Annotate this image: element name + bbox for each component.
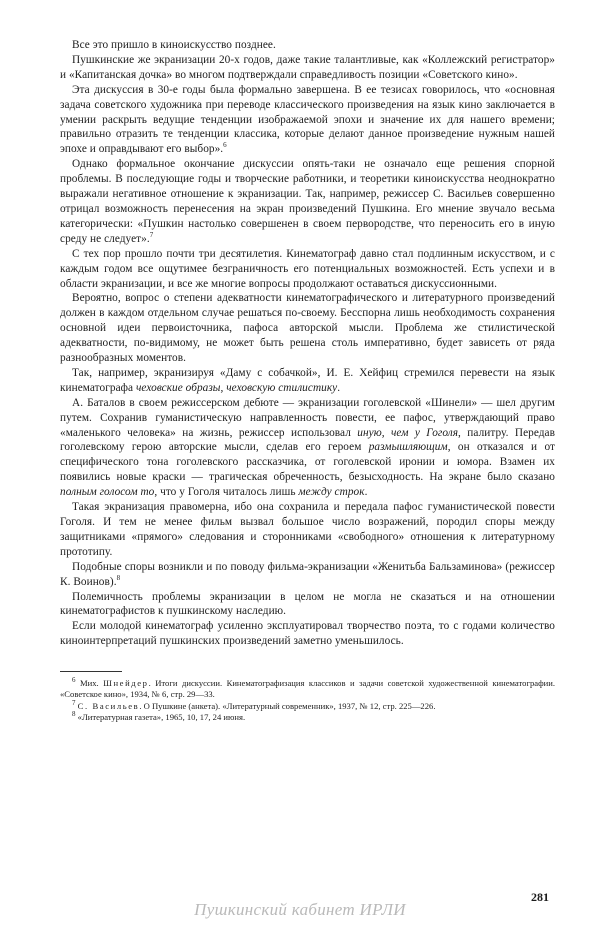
italic-text: полным голосом то — [60, 486, 155, 499]
paragraph: Пушкинские же экранизации 20-х годов, даже такие талантливые, как «Коллежский регистратор» и «Капитанская дочка» во многом подтверждали справедливость позиции «Советского кино». — [60, 53, 555, 81]
footnote: $^8$ «Литературная газета», 1965, 10, 17, 24 июня. — [72, 709, 246, 722]
paragraph: С тех пор прошло почти три десятилетия. Кинематограф давно стал подлинным искусством, и с каждым годом все ощутимее безграничность его потенциальных возможностей. Есть успехи и в области экранизации, и все же многие вопросы продолжают оставаться дискуссионными. — [60, 247, 555, 290]
main-text — [60, 38, 555, 649]
footnote-ref: 7 — [149, 231, 154, 240]
footnote: $^6$ Мих. Шнейдер. Итоги дискуссии. Кинематографизация классиков и задачи советской художественной кинематографии. «Советское кино», 1934, № 6, стр. 29—33. — [60, 676, 555, 700]
footnote-ref: 8 — [72, 709, 76, 718]
italic-text: чеховские образы, чеховскую стилистику — [135, 381, 338, 394]
paragraph: Так, например, экранизируя «Даму с собачкой», И. Е. Хейфиц стремился перевести на язык кинематографа чеховские образы, чеховскую стилистику. — [60, 366, 555, 394]
paragraph: Вероятно, вопрос о степени адекватности кинематографического и литературного произведений должен в каждом отдельном случае решаться по-своему. Бесспорна лишь необходимость сохранения основной идеи первоисточника, пафоса авторской мысли. Проблема же стилистической адекватности, по-видимому, не может быть решена столь императивно, будет зависеть от ряда разнообразных моментов. — [60, 292, 555, 365]
italic-text: размышляющим — [368, 441, 448, 454]
footnote: $^7$ С. Васильев. О Пушкине (анкета). «Литературный современник», 1937, № 12, стр. 225—226. — [72, 698, 436, 711]
paragraph: Такая экранизация правомерна, ибо она сохранила и передала пафос гуманистической повести Гоголя. И тем не менее фильм вызвал большое число возражений, породил споры между защитниками «прямого» следования и сторонниками «свободного» отношения к литературному прототипу. — [60, 501, 555, 558]
page-number: 281 — [531, 890, 549, 904]
paragraph: Полемичность проблемы экранизации в целом не могла не сказаться и на отношении кинематографистов к пушкинскому наследию. — [60, 590, 555, 618]
paragraph: Все это пришло в киноискусство позднее. — [72, 39, 276, 51]
italic-text: между строк — [298, 486, 365, 499]
page-body — [60, 38, 555, 723]
footnotes — [60, 678, 555, 723]
paragraph: Однако формальное окончание дискуссии опять-таки не означало еще решения спорной проблемы. В последующие годы и творческие работники, и теоретики киноискусства неоднократно выражали негативное отношение к экранизации. Так, например, режиссер С. Васильев совершенно отрицал возможность перенесения на экран произведений Пушкина. Его мнение звучало весьма категорически: «Пушкин настолько совершенен в своем первородстве, что переносить его в иную среду не следует».$^7$ — [60, 158, 555, 245]
paragraph: Подобные споры возникли и по поводу фильма-экранизации «Женитьба Бальзаминова» (режиссер К. Воинов).$^8$ — [60, 560, 555, 588]
footnote-separator — [60, 671, 122, 672]
footnote-ref: 6 — [72, 676, 76, 685]
footnote-ref: 8 — [116, 573, 121, 582]
paragraph: А. Баталов в своем режиссерском дебюте — экранизации гоголевской «Шинели» — шел другим путем. Сохранив гуманистическую направленность повести, ее пафос, утверждающий право «маленького человека» на жизнь, режиссер использовал иную, чем у Гоголя, палитру. Передав гоголевскому герою авторские мысли, сделав его героем размышляющим, он отказался и от специфического тона гоголевского рассказчика, от гоголевской иронии и юмора. Взамен их появились новые краски — трагическая обреченность, безысходность. На экране было сказано полным голосом то, что у Гоголя читалось лишь между строк. — [60, 396, 555, 499]
spaced-name: С. Васильев — [77, 700, 140, 711]
paragraph: Если молодой кинематограф усиленно эксплуатировал творчество поэта, то с годами количество киноинтерпретаций пушкинских произведений заметно уменьшилось. — [60, 620, 555, 648]
footnote-ref: 7 — [72, 698, 76, 707]
footnote-ref: 6 — [223, 141, 227, 150]
italic-text: иную, чем у Гоголя — [357, 426, 459, 439]
spaced-name: Шнейдер — [103, 678, 149, 689]
paragraph: Эта дискуссия в 30-е годы была формально завершена. В ее тезисах говорилось, что «основная задача советского художника при переводе классического произведения на язык кино заключается в умении раскрыть ведущие тенденции изображаемой эпохи и значение их для нашего времени; правильно отразить те тенденции классика, которые делают данное произведение нужным нашей эпохе и оправдывают его выбор».$^6$ — [60, 83, 555, 156]
watermark: Пушкинский кабинет ИРЛИ — [194, 900, 406, 919]
